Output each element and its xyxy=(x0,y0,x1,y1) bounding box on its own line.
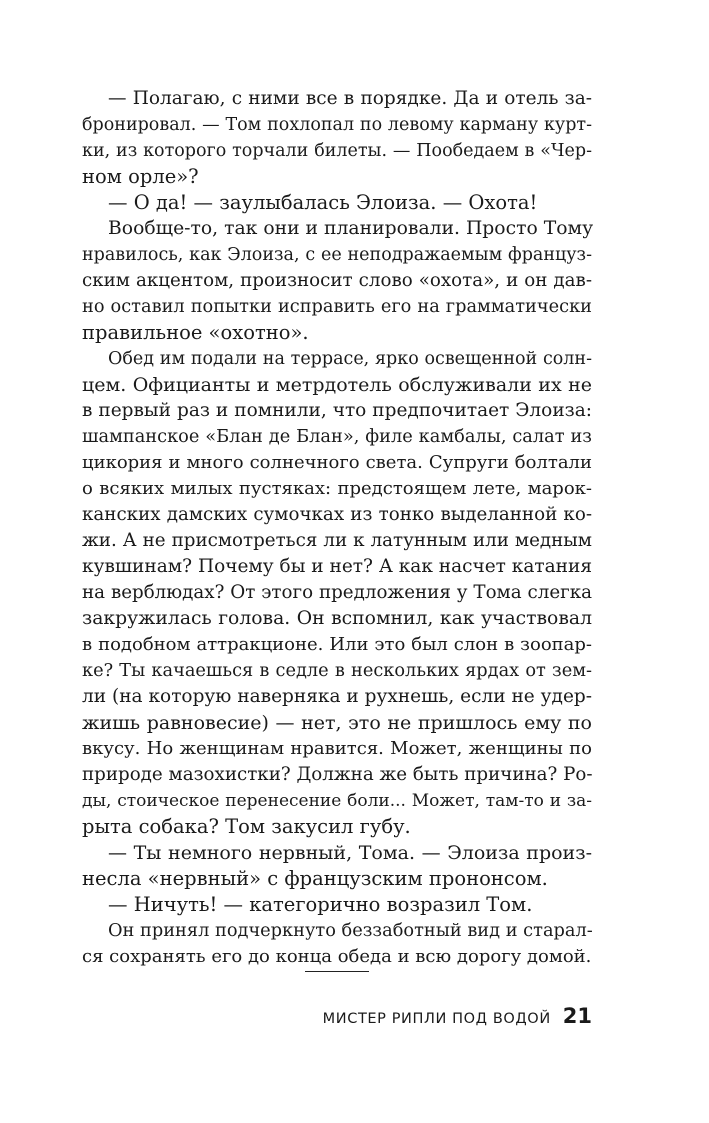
text-line: на верблюдах? От этого предложения у Тома слегка xyxy=(82,582,592,603)
section-divider xyxy=(305,971,369,972)
text-line: закружилась голова. Он вспомнил, как участвовал xyxy=(82,608,592,629)
text-line: ским акцентом, произносит слово «охота», и он дав- xyxy=(82,270,592,291)
text-line: Вообще-то, так они и планировали. Просто Тому xyxy=(108,218,594,239)
text-line: — Ты немного нервный, Тома. — Элоиза произ- xyxy=(108,842,592,864)
text-line: — Полагаю, с ними все в порядке. Да и отель за- xyxy=(108,88,592,109)
text-line: канских дамских сумочках из тонко выделанной ко- xyxy=(82,504,592,525)
text-line: ном орле»? xyxy=(82,165,199,188)
text-line: в подобном аттракционе. Или это был слон в зоопар- xyxy=(82,634,592,655)
text-line: но оставил попытки исправить его на грамматически xyxy=(82,297,592,317)
text-line: рыта собака? Том закусил губу. xyxy=(82,815,411,838)
text-line: цикория и много солнечного света. Супруги болтали xyxy=(82,452,592,473)
text-line: ке? Ты качаешься в седле в нескольких ярдах от зем- xyxy=(82,661,592,681)
text-line: — Ничуть! — категорично возразил Том. xyxy=(108,893,533,916)
page-number: 21 xyxy=(562,1004,592,1028)
text-line: вкусу. Но женщинам нравится. Может, женщины по xyxy=(82,738,592,759)
text-line: природе мазохистки? Должна же быть причина? Ро- xyxy=(82,764,593,785)
text-line: цем. Официанты и метрдотель обслуживали их не xyxy=(82,374,592,396)
text-line: кувшинам? Почему бы и нет? А как насчет катания xyxy=(82,556,592,577)
running-footer xyxy=(300,1004,592,1032)
text-line: в первый раз и помнили, что предпочитает Элоиза: xyxy=(82,400,592,421)
book-title: МИСТЕР РИПЛИ ПОД ВОДОЙ xyxy=(322,1011,551,1027)
text-line: ся сохранять его до конца обеда и всю дорогу домой. xyxy=(82,946,592,967)
text-line: нравилось, как Элоиза, с ее неподражаемым француз- xyxy=(82,245,592,265)
text-line: ки, из которого торчали билеты. — Пообедаем в «Чер- xyxy=(82,141,592,161)
text-line: правильное «охотно». xyxy=(82,321,309,344)
text-line: несла «нервный» с французским прононсом. xyxy=(82,867,548,890)
text-line: бронировал. — Том похлопал по левому карману курт- xyxy=(82,115,592,135)
text-line: жи. А не присмотреться ли к латунным или медным xyxy=(82,530,592,551)
text-line: ли (на которую наверняка и рухнешь, если не удер- xyxy=(82,686,592,707)
text-line: — О да! — заулыбалась Элоиза. — Охота! xyxy=(108,191,538,214)
text-line: жишь равновесие) — нет, это не пришлось ему по xyxy=(82,712,592,734)
text-line: ды, стоическое перенесение боли... Может, там-то и за- xyxy=(82,791,592,811)
text-line: шампанское «Блан де Блан», филе камбалы, салат из xyxy=(82,427,592,447)
text-line: Он принял подчеркнуто беззаботный вид и старал- xyxy=(108,921,593,941)
text-line: Обед им подали на террасе, ярко освещенной солн- xyxy=(108,349,592,369)
text-line: о всяких милых пустяках: предстоящем лете, марок- xyxy=(82,478,592,499)
